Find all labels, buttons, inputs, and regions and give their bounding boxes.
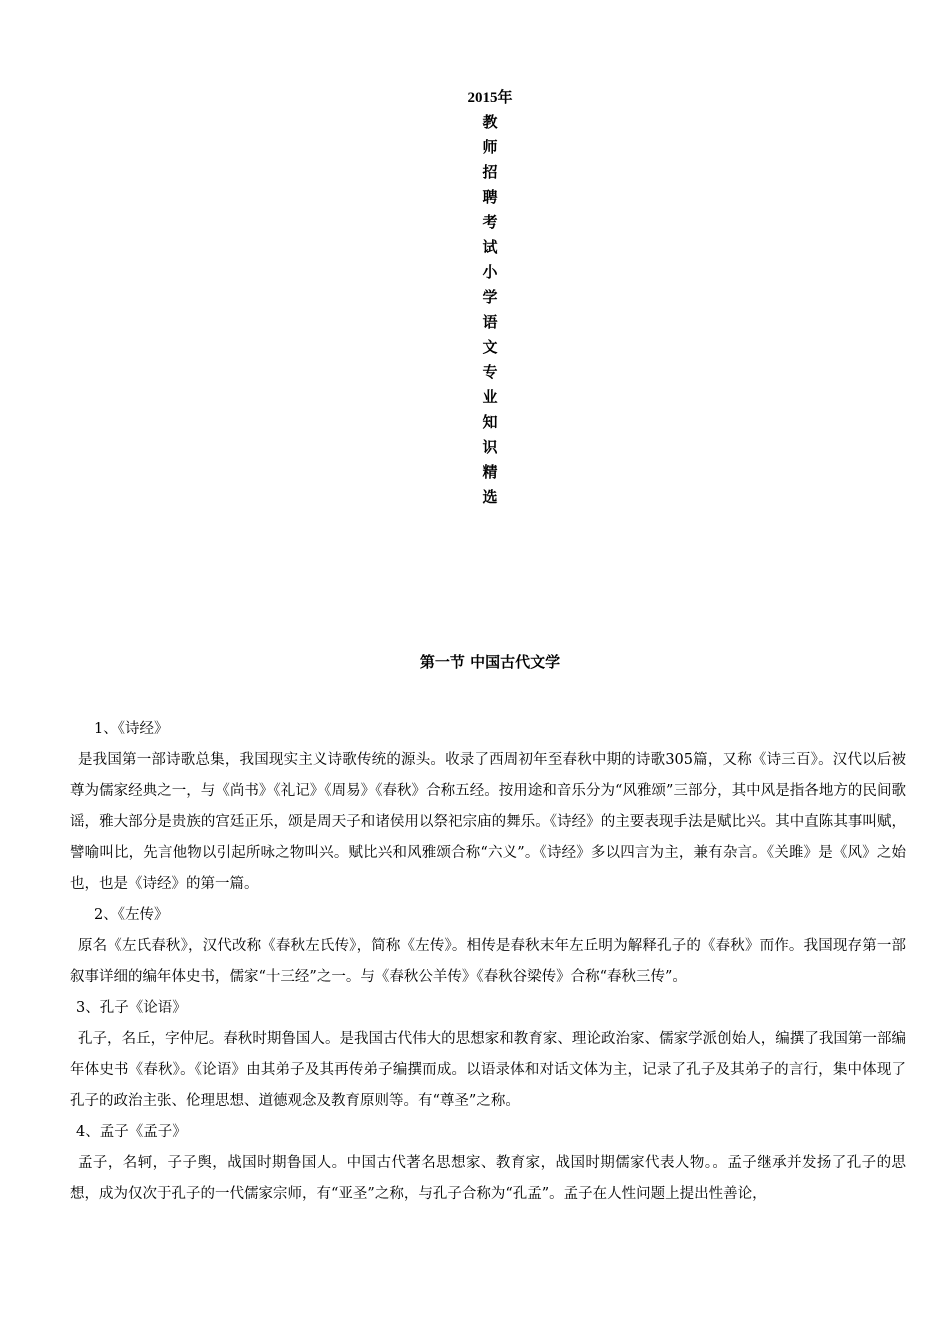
title-char: 小 (482, 263, 498, 281)
item-paragraph: 是我国第一部诗歌总集，我国现实主义诗歌传统的源头。收录了西周初年至春秋中期的诗歌305篇，又称《诗三百》。汉代以后被尊为儒家经典之一，与《尚书》《礼记》《周易》《春秋》合称五经。按用途和音乐分为“风雅颂”三部分，其中风是指各地方的民间歌谣，雅大部分是贵族的宫廷正乐，颂是周天子和诸侯用以祭祀宗庙的舞乐。《诗经》的主要表现手法是赋比兴。其中直陈其事叫赋，譬喻叫比，先言他物以引起所咏之物叫兴。赋比兴和风雅颂合称“六义”。《诗经》多以四言为主，兼有杂言。《关雎》是《风》之始也，也是《诗经》的第一篇。 (70, 752, 906, 892)
document-title-year: 2015年 (467, 90, 513, 106)
document-body (70, 714, 906, 1210)
title-char: 知 (482, 413, 498, 431)
document-title-vertical (0, 110, 950, 510)
title-char: 考 (482, 213, 498, 231)
title-char: 教 (482, 113, 498, 131)
title-char: 识 (482, 438, 498, 456)
title-char: 师 (482, 138, 498, 156)
item-heading: 4、孟子《孟子》 (76, 1124, 187, 1140)
item-heading: 2、《左传》 (94, 907, 169, 923)
title-char: 语 (482, 313, 498, 331)
item-paragraph: 孔子，名丘，字仲尼。春秋时期鲁国人。是我国古代伟大的思想家和教育家、理论政治家、儒家学派创始人，编撰了我国第一部编年体史书《春秋》。《论语》由其弟子及其再传弟子编撰而成。以语录体和对话文体为主，记录了孔子及其弟子的言行，集中体现了孔子的政治主张、伦理思想、道德观念及教育原则等。有“尊圣”之称。 (70, 1031, 906, 1109)
title-char: 试 (482, 238, 498, 256)
item-heading: 3、孔子《论语》 (76, 1000, 187, 1016)
item-heading: 1、《诗经》 (94, 721, 169, 737)
title-char: 招 (482, 163, 498, 181)
title-char: 精 (482, 463, 498, 481)
title-char: 聘 (482, 188, 498, 206)
title-char: 专 (482, 363, 498, 381)
item-paragraph: 原名《左氏春秋》，汉代改称《春秋左氏传》，简称《左传》。相传是春秋末年左丘明为解释孔子的《春秋》而作。我国现存第一部叙事详细的编年体史书，儒家“十三经”之一。与《春秋公羊传》《春秋谷梁传》合称“春秋三传”。 (70, 938, 906, 985)
title-char: 选 (482, 488, 498, 506)
title-char: 文 (482, 338, 498, 356)
title-char: 学 (482, 288, 498, 306)
item-paragraph: 孟子，名轲，子子舆，战国时期鲁国人。中国古代著名思想家、教育家，战国时期儒家代表人物。。孟子继承并发扬了孔子的思想，成为仅次于孔子的一代儒家宗师，有“亚圣”之称，与孔子合称为“孔孟”。孟子在人性问题上提出性善论， (70, 1155, 906, 1202)
section-heading: 第一节 中国古代文学 (419, 653, 561, 671)
title-char: 业 (482, 388, 498, 406)
